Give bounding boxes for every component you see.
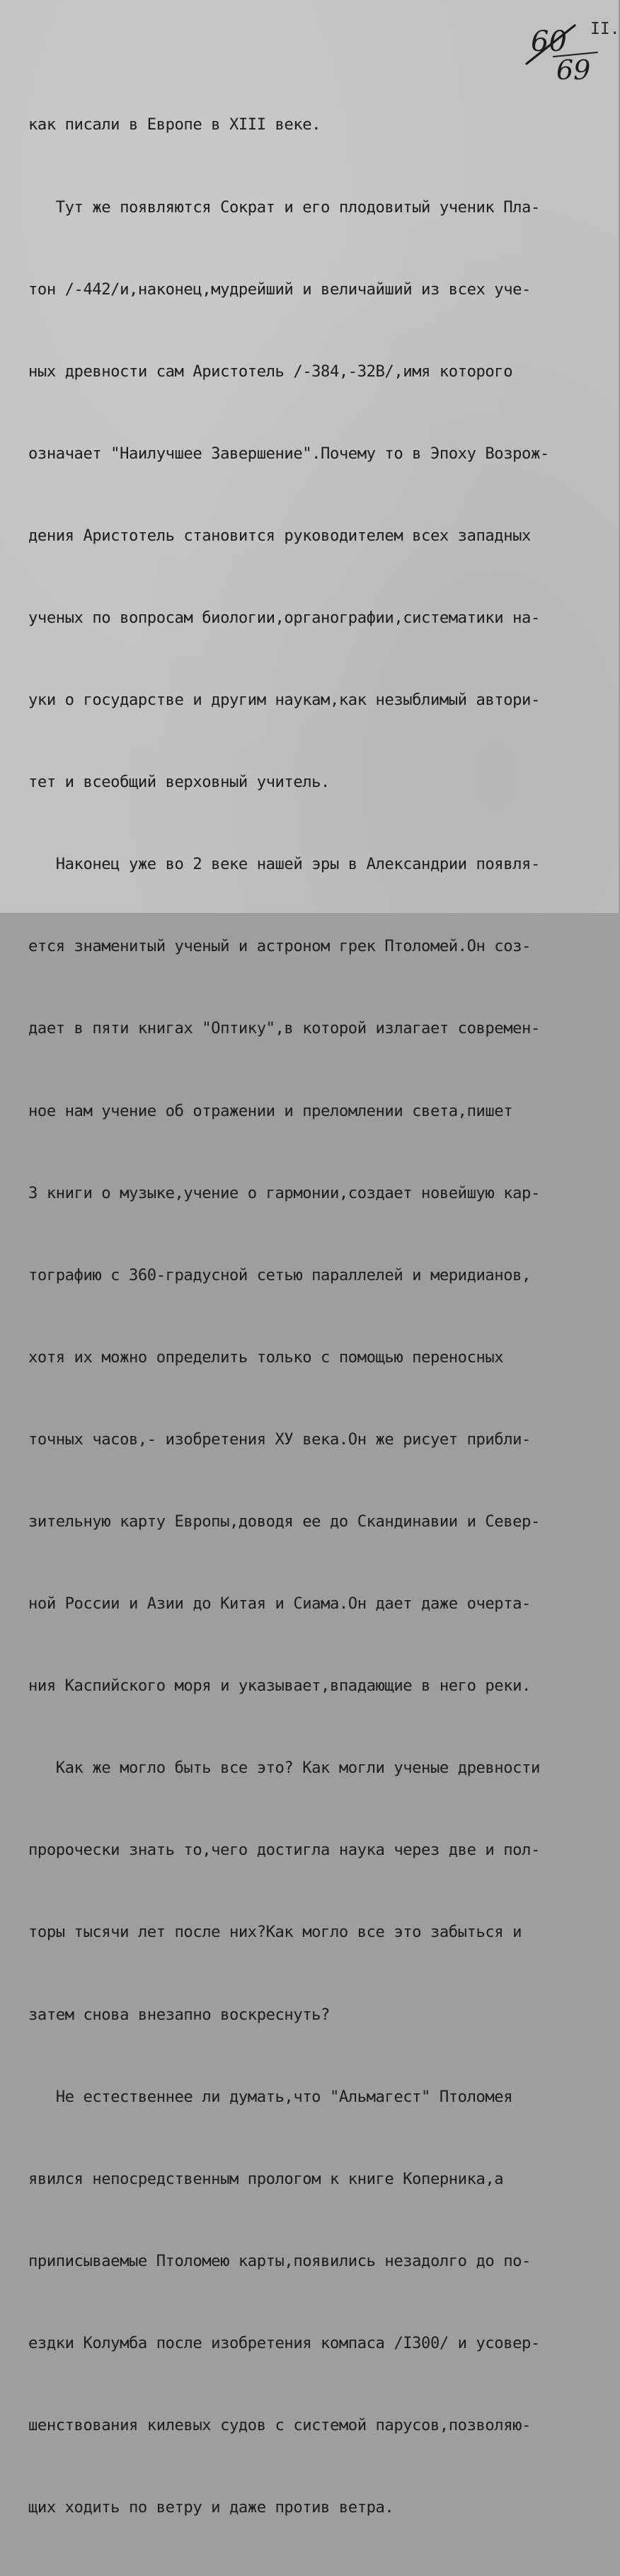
text-line: уки о государстве и другим наукам,как незыблимый автори- <box>28 691 540 710</box>
text-line: ное нам учение об отражении и преломлении света,пишет <box>28 1101 513 1120</box>
text-line: ется знаменитый ученый и астроном грек Птоломей.Он соз- <box>28 937 531 956</box>
text-line: тет и всеобщий верховный учитель. <box>28 773 330 792</box>
text-line: Не естественнее ли думать,что "Альмагест" Птоломея <box>28 2087 513 2106</box>
text-line: хотя их можно определить только с помощью переносных <box>28 1347 504 1367</box>
text-line: 3 книги о музыке,учение о гармонии,создает новейшую кар- <box>28 1183 540 1202</box>
body-text <box>28 57 617 2576</box>
text-line: приписываемые Птоломею карты,появились незадолго до по- <box>28 2251 531 2270</box>
text-line: точных часов,- изобретения ХУ века.Он же рисует прибли- <box>28 1430 531 1449</box>
text-line: Тут же появляются Сократ и его плодовитый ученик Пла- <box>28 197 540 217</box>
text-line: тографию с 360-градусной сетью параллелей и меридианов, <box>28 1265 531 1284</box>
text-line: затем снова внезапно воскреснуть? <box>28 2005 330 2024</box>
text-line: ученых по вопросам биологии,органографии,систематики на- <box>28 608 540 627</box>
text-line: тон /-442/и,наконец,мудрейший и величайший из всех уче- <box>28 280 531 299</box>
text-line: зительную карту Европы,доводя ее до Скандинавии и Север- <box>28 1512 540 1531</box>
text-line: ной России и Азии до Китая и Сиама.Он дает даже очерта- <box>28 1594 531 1614</box>
text-line: шенствования килевых судов с системой парусов,позволяю- <box>28 2416 531 2435</box>
page-number: II. <box>590 20 620 38</box>
text-line: Наконец уже во 2 веке нашей эры в Александрии появля- <box>28 855 540 874</box>
archive-mark-primary: 60 <box>531 25 567 58</box>
text-line: явился непосредственным прологом к книге Коперника,а <box>28 2169 504 2188</box>
text-line: Как же могло быть все это? Как могли ученые древности <box>28 1759 540 1778</box>
text-line: дения Аристотель становится руководителем всех западных <box>28 526 531 545</box>
text-line: щих ходить по ветру и даже против ветра. <box>28 2498 394 2517</box>
text-line: как писали в Европе в XIII веке. <box>28 115 321 134</box>
text-line: означает "Наилучшее Завершение".Почему то в Эпоху Возрож- <box>28 444 549 463</box>
text-line: ния Каспийского моря и указывает,впадающие в него реки. <box>28 1677 531 1696</box>
text-line: торы тысячи лет после них?Как могло все это забыться и <box>28 1923 522 1942</box>
text-line: дает в пяти книгах "Оптику",в которой излагает современ- <box>28 1019 540 1038</box>
archive-mark-secondary: 69 <box>556 54 591 86</box>
text-line: ных древности сам Аристотель /-384,-32В/,имя которого <box>28 362 513 381</box>
text-line: ездки Колумба после изобретения компаса /I300/ и усовер- <box>28 2333 540 2352</box>
text-line: пророчески знать то,чего достигла наука через две и пол- <box>28 1841 540 1860</box>
